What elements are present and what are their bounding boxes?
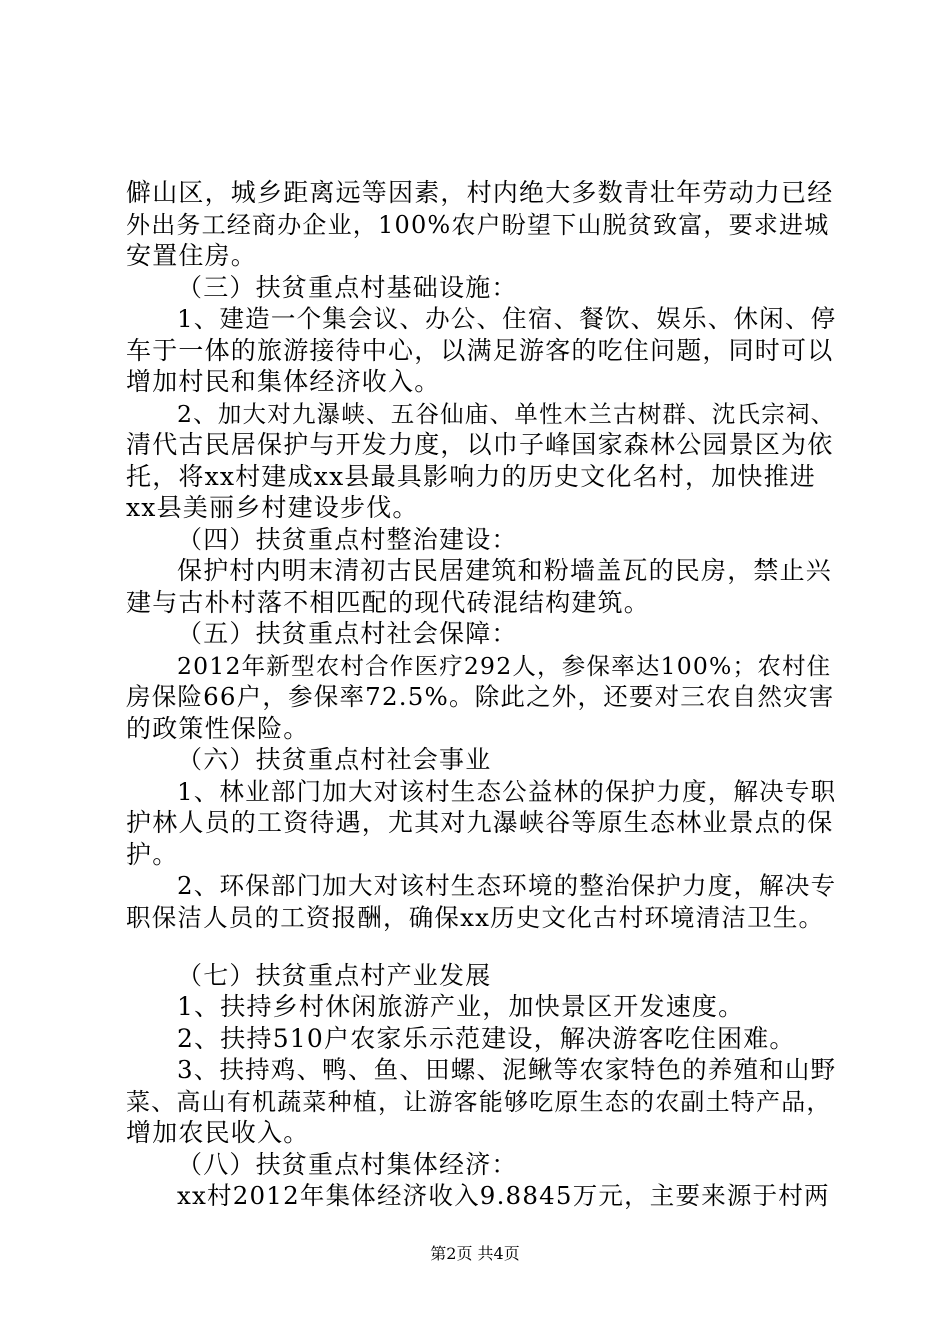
body-line: 1、建造一个集会议、办公、住宿、餐饮、娱乐、休闲、停 (177, 304, 837, 333)
body-line: 2、扶持510户农家乐示范建设，解决游客吃住困难。 (177, 1024, 796, 1053)
body-line: 的政策性保险。 (126, 714, 310, 743)
body-line: xx村2012年集体经济收入9.8845万元，主要来源于村两 (177, 1181, 830, 1210)
page-number-footer: 第2页 共4页 (430, 1244, 520, 1263)
body-line: 安置住房。 (126, 241, 258, 270)
body-line: 车于一体的旅游接待中心，以满足游客的吃住问题，同时可以 (126, 336, 834, 365)
body-line: 菜、高山有机蔬菜种植，让游客能够吃原生态的农副土特产品， (126, 1088, 832, 1116)
body-line: 1、扶持乡村休闲旅游产业，加快景区开发速度。 (177, 992, 745, 1021)
body-line: 2012年新型农村合作医疗292人，参保率达100%；农村住 (177, 652, 832, 680)
section-heading: （八）扶贫重点村集体经济： (177, 1150, 518, 1179)
body-line: 增加村民和集体经济收入。 (126, 367, 441, 396)
body-line: 2、环保部门加大对该村生态环境的整治保护力度，解决专 (177, 871, 837, 900)
body-line: 护林人员的工资待遇，尤其对九瀑峡谷等原生态林业景点的保 (126, 808, 834, 837)
body-line: 清代古民居保护与开发力度，以巾子峰国家森林公园景区为依 (126, 430, 834, 459)
section-heading: （五）扶贫重点村社会保障： (177, 619, 518, 648)
body-line: 保护村内明末清初古民居建筑和粉墙盖瓦的民房，禁止兴 (177, 556, 833, 585)
section-heading: （七）扶贫重点村产业发展 (177, 961, 492, 990)
body-line: 3、扶持鸡、鸭、鱼、田螺、泥鳅等农家特色的养殖和山野 (177, 1055, 837, 1084)
body-line: 2、加大对九瀑峡、五谷仙庙、单性木兰古树群、沈氏宗祠、 (177, 400, 836, 428)
body-line: 职保洁人员的工资报酬，确保xx历史文化古村环境清洁卫生。 (126, 903, 825, 932)
body-line: 建与古朴村落不相匹配的现代砖混结构建筑。 (126, 588, 651, 617)
body-line: 护。 (126, 840, 179, 869)
section-heading: （三）扶贫重点村基础设施： (177, 273, 518, 302)
body-line: 1、林业部门加大对该村生态公益林的保护力度，解决专职 (177, 777, 837, 806)
section-heading: （四）扶贫重点村整治建设： (177, 525, 518, 554)
body-line: 增加农民收入。 (126, 1118, 310, 1147)
body-line: 房保险66户，参保率72.5%。除此之外，还要对三农自然灾害 (126, 682, 835, 711)
body-line: 托，将xx村建成xx县最具影响力的历史文化名村，加快推进 (126, 462, 816, 491)
body-line: xx县美丽乡村建设步伐。 (126, 493, 419, 522)
body-line: 僻山区，城乡距离远等因素，村内绝大多数青壮年劳动力已经 (126, 178, 834, 207)
section-heading: （六）扶贫重点村社会事业 (177, 745, 492, 774)
body-line: 外出务工经商办企业，100%农户盼望下山脱贫致富，要求进城 (126, 211, 830, 239)
